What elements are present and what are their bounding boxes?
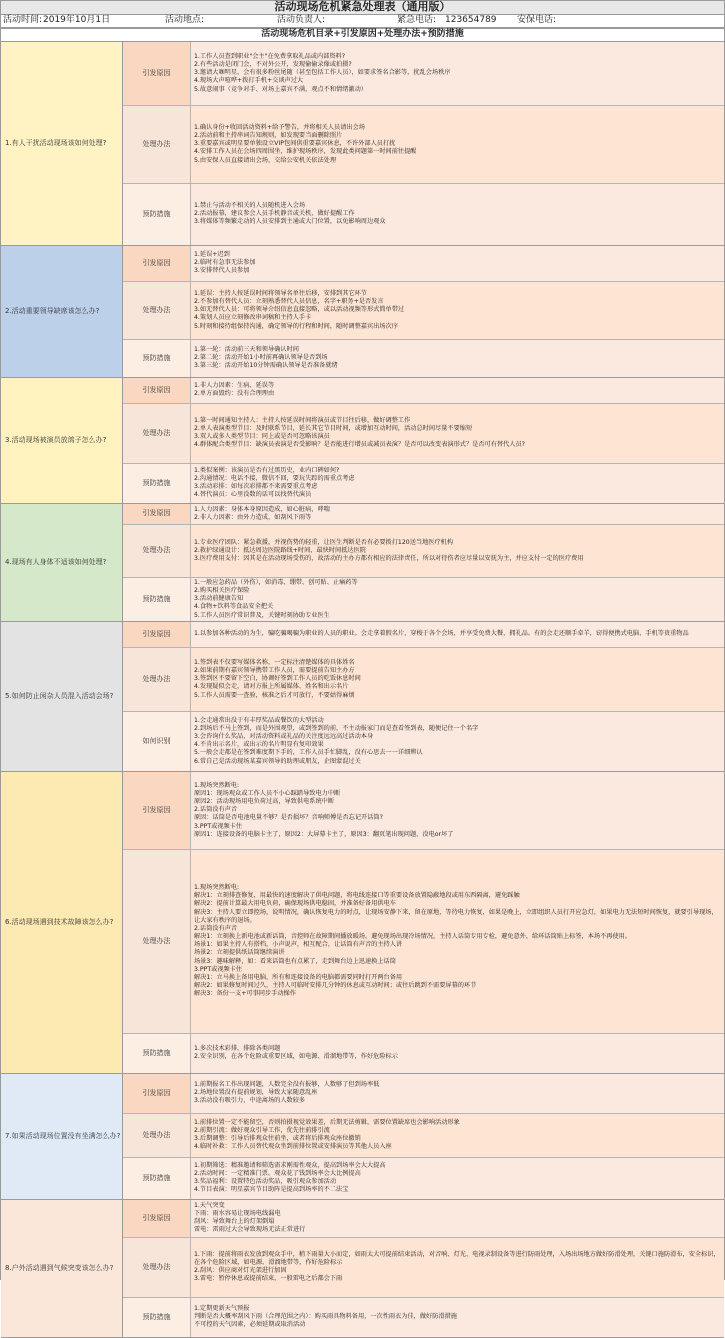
row-label: 处理办法 [123, 525, 191, 577]
table-row [123, 42, 724, 106]
content-line: 1.初期筛选：精准邀请和筛选需求刚需性观众，提高到场率会大大提高 [194, 1161, 386, 1169]
row-content [191, 246, 724, 281]
content-line: 4.临时补救：工作人员替代观众坐到前排位置或安排演员等其他人员入座 [194, 1143, 392, 1151]
content-line: 4.安排工作人员在会场四周围坐，维护现场秩序，发现此类问题第一时间前往提醒 [194, 148, 417, 156]
content-line: 1.下雨：提前将雨衣发放到观众手中，稍下雨量大小而定，如雨太大可提前结束活动，对音响、灯光、电视录制设备等进行防雨处理，入场出场地方做好防滑处理，关键口施防滑布，安全标识，在各个危险区域，如电源、滑溜地带等，作好危险标示 [194, 1250, 720, 1267]
content-line: 原因2：活动现场用电负荷过高，导致供电系统中断 [194, 797, 335, 805]
group-rows [123, 1074, 724, 1199]
content-line: 2.活动报幕，建议参会人员手机静音或关机，做好提醒工作 [194, 210, 355, 218]
info-row [1, 15, 724, 28]
content-line: 4.替代演员：心里没数的话可以找替代演员 [194, 491, 312, 499]
content-line: 2.有些活动是闭门会，不对外公开，发现偷偷录像或拍摄? [194, 60, 352, 68]
crisis-group [1, 504, 724, 622]
row-content [191, 1034, 724, 1073]
row-content [191, 1298, 724, 1337]
content-line: 3.会咨询什么奖品，对活动资料或礼品的关注度远远高过活动本身 [194, 733, 374, 741]
content-line: 3.医疗费用支付：因其是在活动现场受伤的，故活动的主办方都有相应的法律责任，所以对待伤者应尽量以安抚为主，并应支付一定的医疗费用 [194, 555, 584, 563]
content-line: 2.临时有急事无法参加 [194, 259, 256, 267]
content-line: 3.活动彩排：如每次彩排都不来需要重点考虑 [194, 483, 318, 491]
content-line: 2.如果前期有嘉宾领导携带工作人员，需要提前告知主办方 [194, 666, 355, 674]
content-line: 1.以参加各种活动的为生，骗吃骗喝骗为职业的人员的职业。会走拿着假名片，穿梭于各个会场，并享受免费大餐，拥礼品。有的会走还顺手牵羊，窃得便携式电脑、手机等贵重物品 [194, 630, 689, 638]
row-label: 引发原因 [123, 622, 191, 647]
row-content [191, 1158, 724, 1199]
row-content [191, 106, 724, 183]
table-row [123, 1298, 724, 1337]
row-label: 处理办法 [123, 282, 191, 339]
row-content [191, 712, 724, 771]
group-rows [123, 772, 724, 1073]
content-line: 1.确认身份+收回活动资料+给予警告，并将相关人员请出会场 [194, 123, 365, 131]
content-line: 2.活动前和主持串词告知规则，如发现要当面删除照片 [194, 131, 343, 139]
security-label: 安保电话: [517, 15, 557, 25]
table-row [123, 772, 724, 850]
content-line: 4.群体配合类型节目：缺演员表演是否受影响？是否能进行增员或减员表演？是否可以改变表演形式？是否可有替代人员? [194, 441, 525, 449]
crisis-group [1, 772, 724, 1074]
content-line: 原因1：连接设备的电脑卡主了，原因2：大屏幕卡主了，原因3：翻页笔出现问题，没电or坏了 [194, 830, 454, 838]
content-line: 解决1：立刻换上新电池或新话筒，音控师在故障期间播放暖场，避免现场出现冷场情况，主持人话筒专用专检，避免意外，给环话筒贴上标签，本场不再使用。 [194, 933, 632, 941]
row-label: 预防措施 [123, 578, 191, 621]
row-content [191, 1074, 724, 1113]
content-line: 1.人力因素：身体本身原因造成，如心脏病，哮喘 [194, 505, 330, 513]
content-line: 1.延误：主持人按延误时间将领导名单往后移，安排到其它环节 [194, 289, 367, 297]
row-label: 如何识别 [123, 712, 191, 771]
content-line: 2.活动时间：一定精准门票，观众花了钱到场率会大比例提高 [194, 1170, 361, 1178]
table-row [123, 850, 724, 1034]
row-content [191, 42, 724, 105]
content-line: 场景2：立刻提供纸话筒继续演讲 [194, 949, 285, 957]
crisis-group [1, 622, 724, 772]
row-label: 预防措施 [123, 1298, 191, 1337]
phone-label: 紧急电话: [397, 15, 437, 25]
row-label: 引发原因 [123, 378, 191, 403]
content-line: 解决1：立刻排查修复，用最快的速度解决了供电问题，将电线连接口等重要设备放置隐蔽地段或用东西隔离，避免踩触 [194, 892, 520, 900]
content-line: 3.双人或多人类型节目：同上或是否可忽略该演员 [194, 433, 330, 441]
content-line: 4.策划人员应立刻修改串词稿和主持人手卡 [194, 314, 312, 322]
content-line: 雷电：雷雨过大会导致现场无法正常进行 [194, 1226, 306, 1234]
row-content [191, 578, 724, 621]
content-line: 1.类似案例：该演员是否有过黑历史，业内口碑如何? [194, 466, 340, 474]
content-line: 解决3：主持人要立即控场，说明情况，确认恢复电力的时点，让现场安静下来，留在原地，等待电力恢复，如果是晚上，立即组织人员打开应急灯，如果电力无法短时间恢复，就要引导现场，让大家有秩序的退场。 [194, 908, 718, 924]
row-label: 引发原因 [123, 504, 191, 524]
crisis-group [1, 378, 724, 504]
row-content [191, 622, 724, 647]
table-row [123, 378, 724, 404]
table-row [123, 1200, 724, 1238]
content-line: 2.不参加有替代人员：立刻熟悉替代人员信息，名字+职务+是否发言 [194, 297, 384, 305]
content-line: 4.节目表演：明星嘉宾节目助阵是提高到场率的不二法宝 [194, 1186, 349, 1194]
time-label: 活动时间: [3, 15, 43, 25]
content-line: 2.第二轮：活动开始1小时前再确认领导是否到场 [194, 354, 328, 362]
group-rows [123, 622, 724, 771]
row-label: 预防措施 [123, 1158, 191, 1199]
content-line: 1.会走通常出没于有丰厚奖品或餐饮的大型活动 [194, 716, 324, 724]
content-line: 2.话筒没有声音 [194, 806, 238, 814]
content-line: 解决2：提前计算最大用电负荷，确保现场供电稳固，并准备好备用供电车 [194, 900, 396, 908]
content-line: 3.重要嘉宾或明星要单独设立VIP包间供重要嘉宾休息，不许外部人员打扰 [194, 140, 396, 148]
table-row [123, 1114, 724, 1158]
row-label: 处理办法 [123, 648, 191, 711]
content-line: 判断是否大概率刮风下雨（合理范围之内）：购买雨具物料备用，一次性雨衣为佳，做好防滑措施 [194, 1313, 457, 1321]
row-content [191, 378, 724, 403]
content-line: 解决2：如果修复时间过久，主持人可临时安排几分钟的休息或互动时间；或往后跳到不需要屏幕的环节 [194, 982, 477, 990]
group-rows [123, 504, 724, 621]
table-title: 活动现场危机紧急处理表（通用版） [1, 1, 724, 15]
table-row [123, 246, 724, 282]
row-label: 引发原因 [123, 246, 191, 281]
row-content [191, 1238, 724, 1297]
content-line: 2.单方面毁约：没有合理理由 [194, 390, 275, 398]
content-line: 1.非人力因素：生病、延误等 [194, 382, 275, 390]
question-cell: 6.活动现场遇到技术故障该怎么办? [1, 772, 123, 1073]
content-line: 1.第一时间通知主持人：主持人按延误时间将演员或节目往后移，做好调整工作 [194, 416, 411, 424]
content-line: 2.话筒没有声音 [194, 924, 238, 932]
table-row [123, 106, 724, 184]
content-line: 6.常自己是活动现场某嘉宾领导的助理或朋友，企图蒙混过关 [194, 757, 361, 765]
content-line: 原因：话筒是否电池电量不够？是否损坏？音响师傅是否忘记开话筒? [194, 814, 383, 822]
content-line: 1.工作人员查到职业"会主"在免费拿取礼品或内部资料? [194, 52, 346, 60]
question-cell: 5.如何防止闲杂人员混入活动会场? [1, 622, 123, 771]
row-label: 引发原因 [123, 42, 191, 105]
table-row [123, 578, 724, 621]
content-line: 1.一般应急药品（外伤），如消毒、绷带、创可贴、止痛药等 [194, 578, 358, 586]
content-line: 2.非人力因素：由外力造成，如刮风下雨等 [194, 513, 312, 521]
content-line: 刮风：导致舞台上的灯架倒塌 [194, 1218, 275, 1226]
table-subtitle: 活动现场危机目录+引发原因+处理办法+预防措施 [1, 29, 724, 42]
content-line: 3.雷电：暂停休息或提前结束，一般雷电之后都会下雨 [194, 1275, 343, 1283]
question-cell: 8.户外活动遇到气候突变该怎么办? [1, 1200, 123, 1337]
content-line: 3.如无替代人员：可将领导介绍信息直接忽略，或以活动视频等形式简单带过 [194, 306, 405, 314]
content-line: 5.时刻和接待组保持沟通，确定领导的行程和时间，随时调整嘉宾出场次序 [194, 322, 398, 330]
content-line: 3.邀请大咖明星，会有很多粉丝尾随（甚至包括工作人员），如要求签名合影等，扰乱会场秩序 [194, 69, 451, 77]
content-line: 5.工作人员医疗常识普及，关键时刻协助专业医生 [194, 611, 330, 619]
time-value: 2019年10月1日 [43, 15, 111, 25]
row-content [191, 850, 724, 1033]
row-label: 引发原因 [123, 772, 191, 849]
content-line: 3.PPT或视频卡住 [194, 965, 243, 973]
row-content [191, 525, 724, 577]
row-label: 处理办法 [123, 850, 191, 1033]
content-line: 1.前排位置一定不能留空，否则拍摄视觉效果差，后期无法剪辑，需要位置缺席也会影响活动形象 [194, 1118, 460, 1126]
content-line: 1.天气突变 [194, 1201, 225, 1209]
content-line: 3.签到区不要留下空白，协调好签到工作人员的吃饭休息时间 [194, 675, 361, 683]
content-line: 1.定期更新天气预报 [194, 1304, 250, 1312]
content-line: 场景3：趣味解释，如：看来话筒也有点累了，走到舞台边上迅速换上话筒 [194, 957, 396, 965]
row-content [191, 184, 724, 245]
question-cell: 2.活动重要领导缺席该怎么办? [1, 246, 123, 377]
content-line: 2.单人表演类型节目：及时联系节目，延长其它节目时间，或增加互动时间，活动总时间尽量不要缩短 [194, 425, 473, 433]
row-label: 预防措施 [123, 340, 191, 377]
row-label: 处理办法 [123, 404, 191, 463]
content-line: 4.现场大声喧哗+拨打手机+交谈声过大 [194, 77, 304, 85]
content-line: 1.现场突然断电: [194, 883, 240, 891]
content-line: 3.活动没有吸引力，中途离场的人数较多 [194, 1097, 306, 1105]
crisis-group [1, 1074, 724, 1200]
content-line: 5.由安保人员直接请出会场，交给公安机关依法处理 [194, 156, 337, 164]
content-line: 1.前期报名工作出现问题，人数完全没有报够，人数够了但到场率低 [194, 1080, 380, 1088]
crisis-groups [1, 42, 724, 1338]
content-line: 3.PPT或视频卡住 [194, 822, 243, 830]
table-row [123, 648, 724, 712]
content-line: 解决1：立马换上备用电脑，所有和连接设备的电脑都需要同时打开两台备用 [194, 974, 403, 981]
row-label: 引发原因 [123, 1074, 191, 1113]
row-content [191, 772, 724, 849]
table-row [123, 340, 724, 377]
row-content [191, 282, 724, 339]
place-label: 活动地点: [165, 15, 205, 25]
content-line: 2.救护绿通设计：抵达周边医院路线+时间，最快时间抵达医院 [194, 546, 366, 554]
content-line: 3.第三轮：活动开始10分钟需确认领导是否准备就绪 [194, 362, 338, 370]
content-line: 5.工作人员需要一查验，核准之后才可放行，不要姑得麻烦 [194, 691, 355, 699]
row-content [191, 1200, 724, 1237]
table-row [123, 504, 724, 525]
row-content [191, 404, 724, 463]
question-cell: 4.现场有人身体不适该如何处理? [1, 504, 123, 621]
content-line: 5.一般会走都是在签到难度期下手的，工作人员手忙脚乱，没有心思去一一详细辨认 [194, 749, 423, 757]
row-label: 处理办法 [123, 1238, 191, 1297]
owner-label: 活动负责人: [277, 15, 326, 25]
content-line: 3.活动前健康告知 [194, 595, 244, 603]
content-line: 场景1：如果主持人有搭档，小声说声，相互配合，让话筒有声音的主持人讲 [194, 941, 403, 949]
group-rows [123, 1200, 724, 1337]
content-line: 3.将媒体等频繁走动的人员安排到主通或大门位置，以免影响周边观众 [194, 218, 386, 226]
row-label: 处理办法 [123, 1114, 191, 1157]
content-line: 4.发现疑似会走，请对方报上所属媒体、姓名和出示名片 [194, 683, 349, 691]
content-line: 5.故意闹事（竞争对手、对场上嘉宾不满，观点不和情绪激动） [194, 85, 367, 93]
content-line: 2.安全识别，在各个危险或重要区域，如电源、滑溜地带等，作好危险标示 [194, 1053, 398, 1061]
table-row [123, 1074, 724, 1114]
content-line: 解决3：备份一支+可事同步手动操作 [194, 990, 296, 998]
row-label: 引发原因 [123, 1200, 191, 1237]
row-label: 预防措施 [123, 184, 191, 245]
group-rows [123, 378, 724, 503]
question-cell: 3.活动现场被演员放鸽子怎么办? [1, 378, 123, 503]
table-row [123, 1034, 724, 1073]
content-line: 1.现场突然断电: [194, 781, 240, 789]
content-line: 下雨：雨水容易让现场电线漏电 [194, 1210, 281, 1218]
table-row [123, 282, 724, 340]
content-line: 3.奖品福利：设置特色活动奖品，吸引观众参加活动 [194, 1178, 337, 1186]
table-row [123, 464, 724, 503]
content-line: 1.禁止与活动不相关的人员随机进入会场 [194, 201, 306, 209]
table-row [123, 622, 724, 648]
content-line: 2.前期引流：做好观众引导工作，优先往前排引流 [194, 1127, 330, 1135]
content-line: 4.食物+饮料等食品安全把关 [194, 603, 274, 611]
row-content [191, 464, 724, 503]
content-line: 1.专业医疗团队：紧急救援，并视伤势的轻重，让医生判断是否有必要拨打120送当地医疗机构 [194, 538, 454, 546]
group-rows [123, 42, 724, 245]
content-line: 2.沟通情况：电话不接，微信不回，要玩失踪的需重点考虑 [194, 475, 355, 483]
table-row [123, 1158, 724, 1199]
row-content [191, 504, 724, 524]
crisis-group [1, 246, 724, 378]
content-line: 1.多次技术彩排，排除各类问题 [194, 1045, 281, 1053]
table-row [123, 712, 724, 771]
question-cell: 1.有人干扰活动现场该如何处理? [1, 42, 123, 245]
content-line: 2.场地位置没有提前规划，导致大家随意乱座 [194, 1089, 318, 1097]
table-row [123, 404, 724, 464]
content-line: 2.到场后不马上签到，而是外围观望，或到签到的前，不主动报家门而是查看签到表，随便记住一个名字 [194, 724, 479, 732]
row-label: 处理办法 [123, 106, 191, 183]
row-content [191, 648, 724, 711]
question-cell: 7.如果活动现场位置没有坐满怎么办? [1, 1074, 123, 1199]
content-line: 2.购买相关医疗保险 [194, 587, 250, 594]
phone-value: 123654789 [445, 15, 497, 25]
group-rows [123, 246, 724, 377]
content-line: 3.安排替代人员参加 [194, 267, 250, 275]
crisis-group [1, 1200, 724, 1338]
content-line: 1.延误+迟到 [194, 250, 230, 258]
content-line: 不可控的天气因素，必须延期或取消活动 [194, 1321, 306, 1329]
row-label: 预防措施 [123, 464, 191, 503]
table-row [123, 1238, 724, 1298]
row-content [191, 340, 724, 377]
content-line: 2.刮风：供应商对灯光架进行加固 [194, 1267, 287, 1275]
content-line: 1.签到表不仅要写媒体名称，一定标注清楚媒体的具体姓名 [194, 658, 355, 666]
crisis-group [1, 42, 724, 246]
row-label: 预防措施 [123, 1034, 191, 1073]
row-content [191, 1114, 724, 1157]
table-row [123, 184, 724, 245]
content-line: 原因1：现场观众或工作人员不小心踩踏导致电力中断 [194, 789, 341, 797]
table-row [123, 525, 724, 578]
content-line: 1.第一轮：活动前三天和领导确认时间 [194, 345, 299, 353]
content-line: 4.不肯出示名片，或出示的名片明显有复印效果 [194, 741, 324, 749]
content-line: 3.后期调整：引导后排观众往前坐，或者将后排观众座位撤销 [194, 1135, 361, 1143]
